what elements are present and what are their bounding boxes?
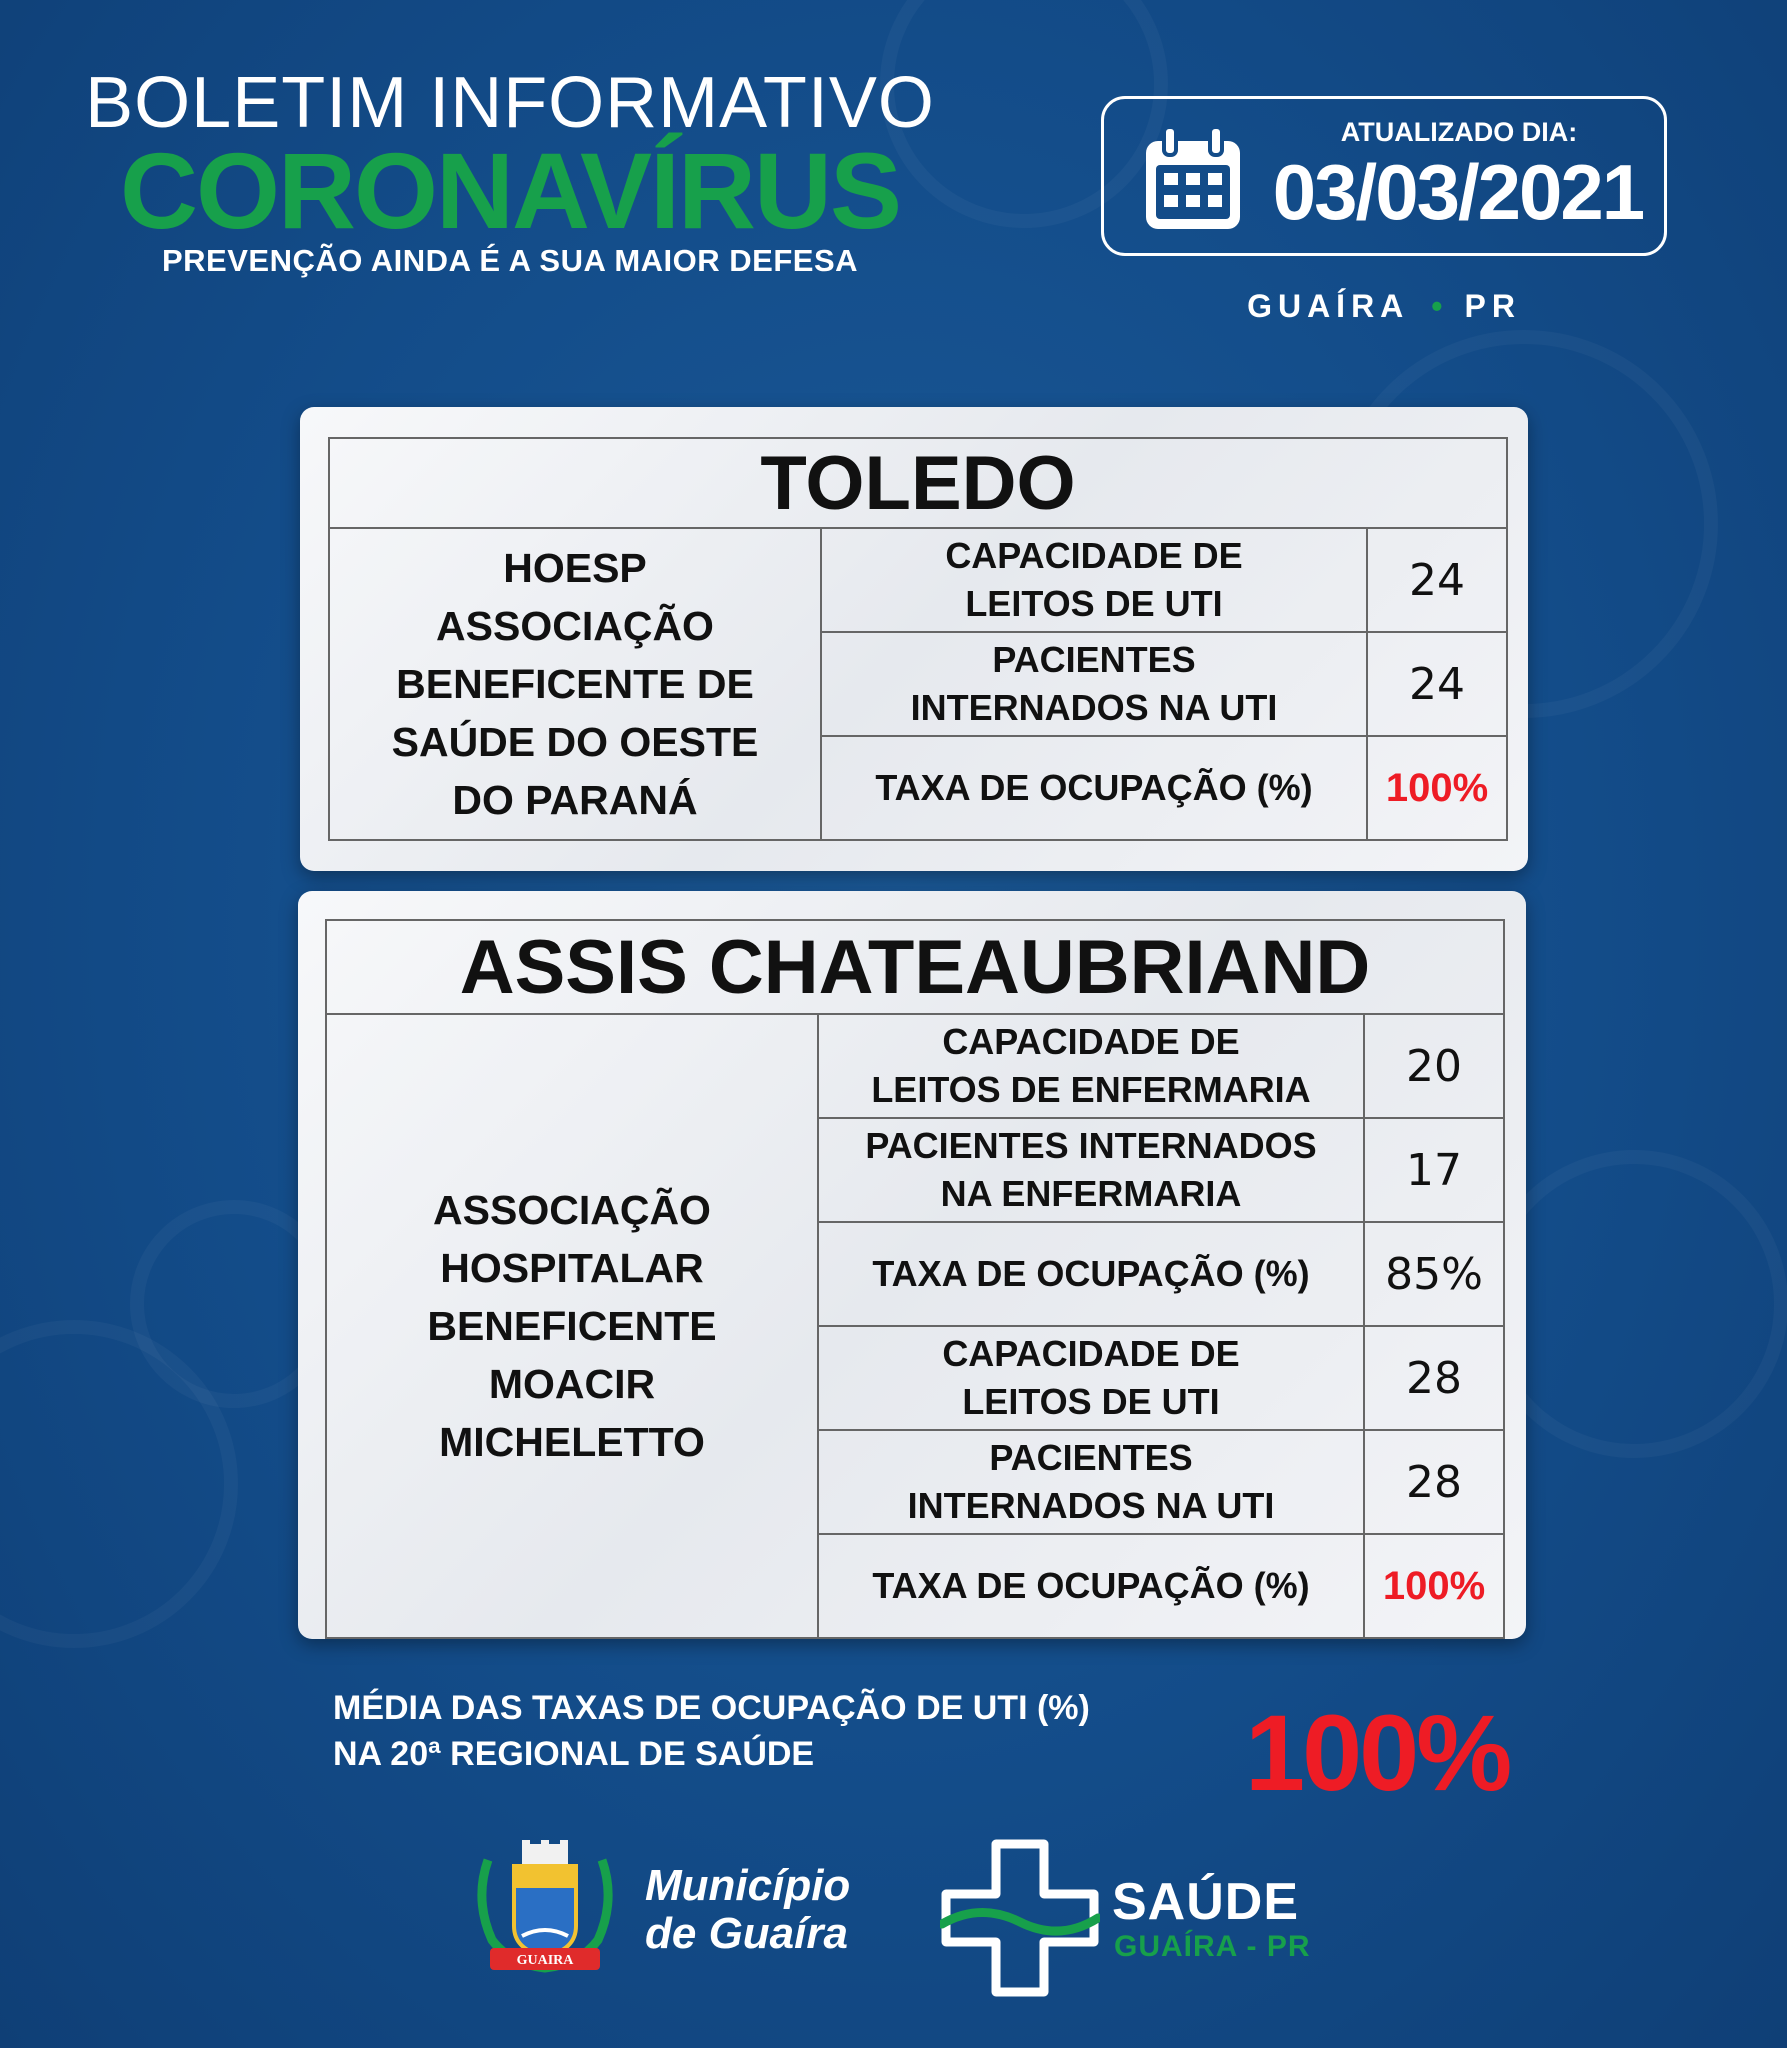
- location-separator: •: [1431, 288, 1443, 324]
- toledo-uti-capacity-value: 24: [1367, 528, 1507, 632]
- assis-ward-capacity-label: [818, 1014, 1364, 1118]
- assis-hospital-line: BENEFICENTE: [427, 1303, 717, 1349]
- label-line: INTERNADOS NA UTI: [910, 687, 1278, 728]
- label-line: NA ENFERMARIA: [940, 1173, 1242, 1214]
- average-occupancy-value: 100%: [1245, 1692, 1510, 1813]
- toledo-uti-patients-value: 24: [1367, 632, 1507, 736]
- calendar-icon: [1142, 125, 1244, 233]
- label-line: CAPACIDADE DE: [942, 1333, 1240, 1374]
- toledo-hospital-line: SAÚDE DO OESTE: [391, 719, 759, 765]
- update-date-value: 03/03/2021: [1272, 148, 1644, 236]
- toledo-hospital-line: HOESP: [503, 545, 647, 591]
- assis-uti-capacity-value: 28: [1364, 1326, 1504, 1430]
- assis-ward-patients-label: [818, 1118, 1364, 1222]
- toledo-city-header: TOLEDO: [329, 438, 1507, 528]
- toledo-uti-capacity-label: [821, 528, 1367, 632]
- toledo-card: [300, 407, 1528, 871]
- assis-uti-occupancy-label: TAXA DE OCUPAÇÃO (%): [818, 1534, 1364, 1638]
- label-line: PACIENTES INTERNADOS: [865, 1125, 1317, 1166]
- toledo-uti-patients-label: [821, 632, 1367, 736]
- label-line: CAPACIDADE DE: [945, 535, 1243, 576]
- assis-hospital-line: MICHELETTO: [439, 1419, 705, 1465]
- update-date-label: ATUALIZADO DIA:: [1340, 117, 1578, 147]
- toledo-hospital-line: BENEFICENTE DE: [396, 661, 754, 707]
- assis-ward-patients-value: 17: [1364, 1118, 1504, 1222]
- assis-uti-patients-value: 28: [1364, 1430, 1504, 1534]
- bulletin-title: BOLETIM INFORMATIVO: [85, 63, 935, 143]
- update-date-box: [1101, 96, 1667, 256]
- toledo-hospital-line: ASSOCIAÇÃO: [436, 603, 714, 649]
- virus-decoration-icon: [1480, 1150, 1787, 1458]
- municipal-crest-icon: [470, 1840, 620, 1980]
- assis-card: [298, 891, 1526, 1639]
- municipio-logo-text: [645, 1862, 850, 1958]
- toledo-uti-occupancy-label: TAXA DE OCUPAÇÃO (%): [821, 736, 1367, 840]
- label-line: INTERNADOS NA UTI: [907, 1485, 1275, 1526]
- toledo-uti-occupancy-value: 100%: [1367, 736, 1507, 840]
- label-line: PACIENTES: [992, 639, 1196, 680]
- assis-uti-patients-label: [818, 1430, 1364, 1534]
- health-cross-icon: [940, 1838, 1100, 1998]
- assis-ward-occupancy-label: TAXA DE OCUPAÇÃO (%): [818, 1222, 1364, 1326]
- assis-ward-occupancy-value: 85%: [1364, 1222, 1504, 1326]
- saude-logo-subtitle: GUAÍRA - PR: [1114, 1930, 1311, 1963]
- location-line: [1101, 288, 1667, 325]
- label-line: LEITOS DE UTI: [962, 1381, 1220, 1422]
- average-label-line2: NA 20ª REGIONAL DE SAÚDE: [333, 1735, 815, 1773]
- municipio-line2: de Guaíra: [645, 1909, 848, 1958]
- label-line: PACIENTES: [989, 1437, 1193, 1478]
- crest-banner-text: GUAIRA: [516, 1953, 574, 1968]
- toledo-hospital-name: [329, 528, 821, 840]
- label-line: LEITOS DE ENFERMARIA: [871, 1069, 1311, 1110]
- assis-hospital-line: HOSPITALAR: [440, 1245, 704, 1291]
- coronavirus-title: CORONAVÍRUS: [119, 130, 901, 251]
- assis-ward-capacity-value: 20: [1364, 1014, 1504, 1118]
- assis-hospital-line: MOACIR: [488, 1361, 656, 1407]
- average-label-line1: MÉDIA DAS TAXAS DE OCUPAÇÃO DE UTI (%): [333, 1689, 1090, 1727]
- toledo-hospital-line: DO PARANÁ: [452, 777, 698, 823]
- assis-uti-capacity-label: [818, 1326, 1364, 1430]
- assis-hospital-name: [326, 1014, 818, 1638]
- toledo-table: [328, 437, 1508, 841]
- prevention-subtitle: PREVENÇÃO AINDA É A SUA MAIOR DEFESA: [161, 243, 859, 278]
- assis-hospital-line: ASSOCIAÇÃO: [433, 1187, 711, 1233]
- assis-city-header: ASSIS CHATEAUBRIAND: [326, 920, 1504, 1014]
- label-line: CAPACIDADE DE: [942, 1021, 1240, 1062]
- saude-logo-title: SAÚDE: [1112, 1873, 1300, 1931]
- location-city: GUAÍRA: [1247, 288, 1410, 324]
- municipio-line1: Município: [645, 1861, 851, 1910]
- label-line: LEITOS DE UTI: [965, 583, 1223, 624]
- assis-table: [325, 919, 1505, 1639]
- assis-uti-occupancy-value: 100%: [1364, 1534, 1504, 1638]
- location-state: PR: [1464, 288, 1521, 324]
- average-occupancy-label: [333, 1685, 1233, 1777]
